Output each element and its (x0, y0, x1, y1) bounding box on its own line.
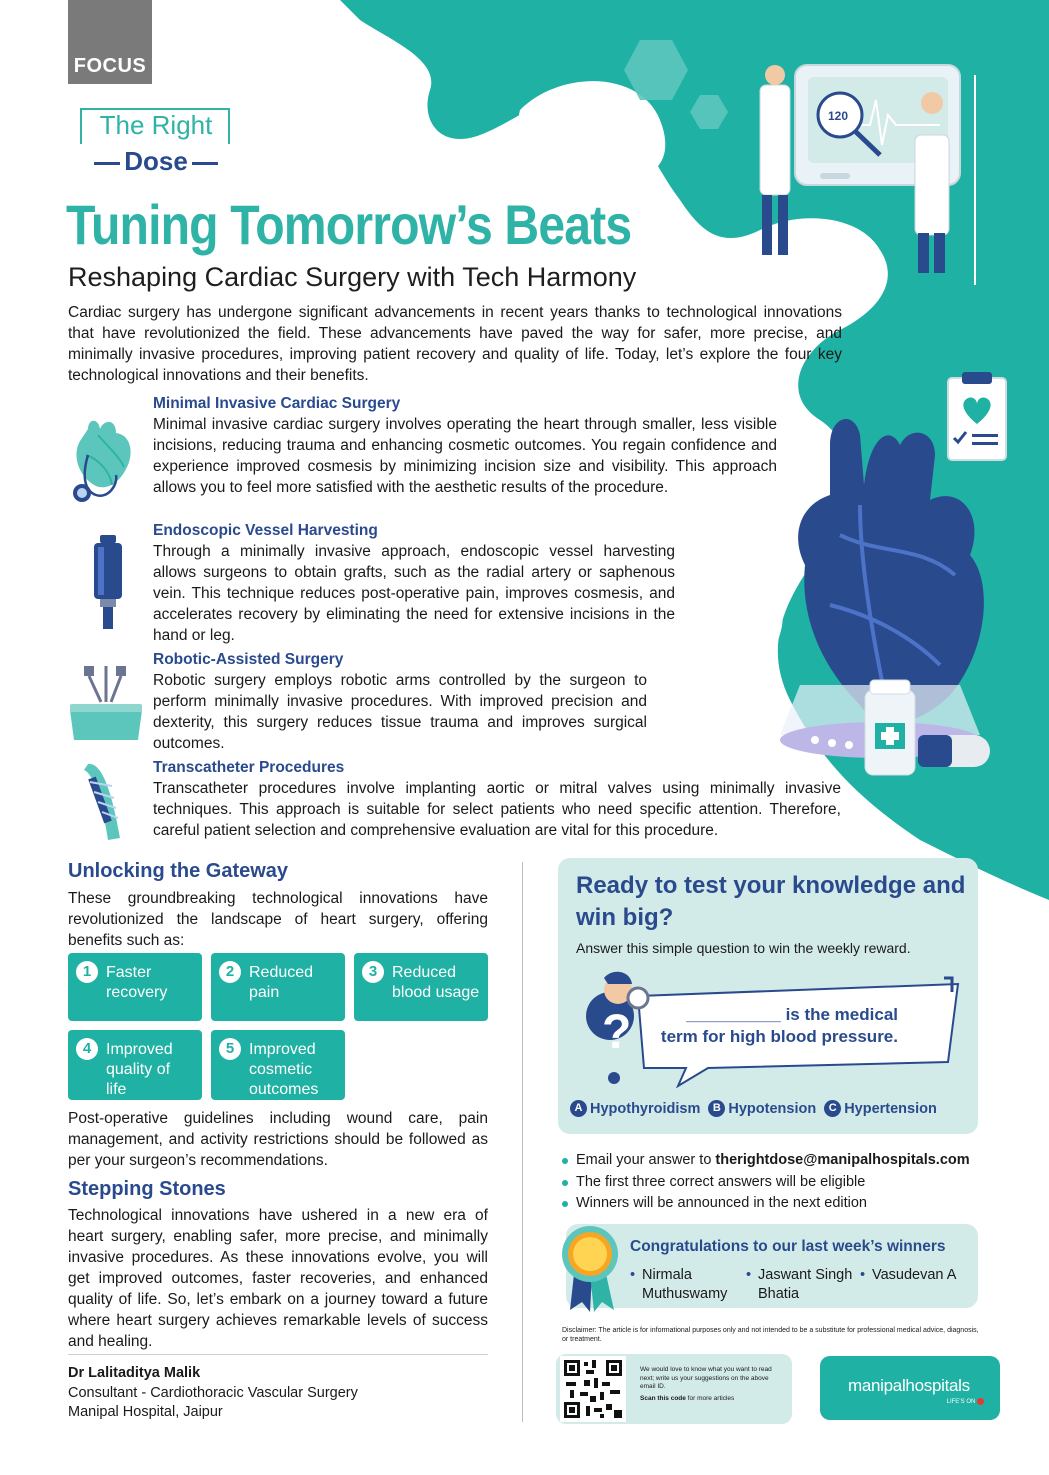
stepping-heading: Stepping Stones (68, 1178, 226, 1200)
option-letter: C (824, 1100, 841, 1117)
benefit-card (68, 953, 202, 1021)
benefit-label: Reduced blood usage (392, 964, 480, 1001)
winner-name: • Vasudevan A (860, 1266, 970, 1285)
quiz-option-a[interactable] (570, 1100, 700, 1117)
innovation-text: Robotic surgery employs robotic arms controlled by the surgeon to perform minimally invasive procedures. With improved precision and dexterity, this surgery reduces tissue trauma and improves surgical outcomes. (153, 672, 647, 752)
quiz-title: Ready to test your knowledge and win big? (576, 872, 966, 931)
innovation-minimal-invasive (153, 395, 777, 498)
focus-section-tag (68, 0, 152, 84)
innovation-text: Minimal invasive cardiac surgery involves operating the heart through smaller, less visible incisions, reducing trauma and enhancing cosmetic outcomes. You regain confidence and experience improved cosmesis by minimizing incision size and visibility. This approach allows you to feel more satisfied with the aesthetic results of the procedure. (153, 416, 777, 496)
innovation-title: Endoscopic Vessel Harvesting (153, 522, 378, 539)
brand-tagline-text: LIFE’S ON (946, 1399, 976, 1406)
innovation-text: Transcatheter procedures involve implanting aortic or mitral valves using minimally invasive techniques. This approach is suitable for select patients who need specific attention. Therefore, careful patient selection and comprehensive evaluation are vital for this procedure. (153, 780, 841, 839)
winner-name: • Nirmala Muthuswamy (630, 1266, 740, 1304)
author-hospital: Manipal Hospital, Jaipur (68, 1404, 223, 1420)
innovation-title: Minimal Invasive Cardiac Surgery (153, 395, 401, 412)
quiz-options (570, 1100, 970, 1117)
quiz-box (558, 858, 978, 1134)
author-name: Dr Lalitaditya Malik (68, 1365, 201, 1381)
divider (68, 1354, 488, 1355)
email-link[interactable]: therightdose@manipalhospitals.com (715, 1152, 970, 1168)
benefit-number: 3 (362, 961, 384, 983)
rule-eligible: The first three correct answers will be eligible (560, 1172, 990, 1194)
benefit-number: 1 (76, 961, 98, 983)
page-subtitle: Reshaping Cardiac Surgery with Tech Harmony (68, 262, 637, 292)
quiz-blank: __________ (686, 1005, 781, 1024)
stent-icon (82, 762, 128, 842)
quiz-option-c[interactable] (824, 1100, 937, 1117)
endoscope-icon (92, 535, 124, 631)
quiz-subtitle: Answer this simple question to win the weekly reward. (576, 940, 911, 956)
the-right-dose-logo (70, 108, 242, 180)
author-block (68, 1364, 358, 1423)
quiz-option-b[interactable] (708, 1100, 816, 1117)
option-text: Hypertension (844, 1100, 937, 1117)
robotic-surgery-icon (66, 662, 146, 742)
rule-email-prefix: Email your answer to (576, 1152, 716, 1168)
quiz-question-text: is the medical term for high blood pressure. (660, 1005, 898, 1046)
brand-logo[interactable] (820, 1356, 1000, 1420)
intro-paragraph: Cardiac surgery has undergone significant advancements in recent years thanks to technological innovations that have revolutionized the field. These advancements have paved the way for safer, more precise, and minimally invasive procedures, improving patient recovery and quality of life. Today, let’s explore the four key technological innovations and their benefits. (68, 304, 842, 384)
option-text: Hypothyroidism (590, 1100, 701, 1117)
qr-caption (640, 1366, 780, 1403)
winner-name: • Jaswant Singh Bhatia (746, 1266, 856, 1304)
rule-announce: Winners will be announced in the next edition (560, 1193, 990, 1215)
stepping-paragraph: Technological innovations have ushered in a new era of heart surgery, enabling safer, more precise, and minimally invasive procedures. As these innovations evolve, you will get improved outcomes, faster recoveries, and enhanced quality of life. So, let’s embark on a journey toward a future where heart surgery achieves remarkable levels of success and healing. (68, 1207, 488, 1350)
option-letter: A (570, 1100, 587, 1117)
innovation-transcatheter (153, 759, 841, 841)
quiz-rules (560, 1150, 990, 1215)
monitor-reading: 120 (828, 109, 849, 123)
benefit-card (68, 1030, 202, 1100)
brand-tagline (947, 1398, 984, 1405)
rule-email (560, 1150, 990, 1172)
innovation-title: Robotic-Assisted Surgery (153, 651, 344, 668)
doctors-monitor-illustration (740, 55, 1000, 285)
innovation-text: Through a minimally invasive approach, endoscopic vessel harvesting allows surgeons to obtain grafts, such as the radial artery or saphenous vein. This technique reduces post-operative pain, improves cosmesis, and accelerates recovery by eliminating the need for extensive incisions in the hand or leg. (153, 543, 675, 644)
benefit-number: 4 (76, 1038, 98, 1060)
benefit-card (211, 953, 345, 1021)
focus-label: FOCUS (73, 55, 147, 77)
gateway-heading: Unlocking the Gateway (68, 860, 289, 882)
benefit-label: Improved quality of life (106, 1041, 173, 1098)
logo-dose-word: Dose (124, 146, 188, 176)
benefit-label: Faster recovery (106, 964, 168, 1001)
benefit-number: 2 (219, 961, 241, 983)
plus-icon (977, 1398, 984, 1405)
qr-code-icon[interactable] (560, 1356, 626, 1422)
qr-invite-text: We would love to know what you want to read next; write us your suggestions on the above email ID. (640, 1366, 772, 1390)
benefit-label: Reduced pain (249, 964, 314, 1001)
option-letter: B (708, 1100, 725, 1117)
post-op-paragraph: Post-operative guidelines including wound care, pain management, and activity restrictions should be followed as per your surgeon’s recommendations. (68, 1110, 488, 1169)
benefit-label: Improved cosmetic outcomes (249, 1041, 319, 1098)
author-role: Consultant - Cardiothoracic Vascular Surgery (68, 1384, 358, 1401)
heart-stethoscope-icon (68, 415, 140, 507)
quiz-question (648, 1004, 898, 1048)
qr-box (556, 1354, 792, 1424)
innovation-robotic-surgery (153, 651, 647, 754)
innovation-title: Transcatheter Procedures (153, 759, 345, 776)
winners-title: Congratulations to our last week’s winners (630, 1238, 946, 1255)
logo-top-text: The Right (99, 110, 213, 140)
option-text: Hypotension (728, 1100, 817, 1117)
qr-scan-bold: Scan this code (640, 1394, 686, 1402)
benefit-card (354, 953, 488, 1021)
gateway-intro: These groundbreaking technological innovations have revolutionized the landscape of heart surgery, offering benefits such as: (68, 890, 488, 949)
heart-hologram-illustration (760, 405, 1000, 795)
logo-dose-text (70, 146, 242, 177)
medal-icon (560, 1214, 620, 1314)
benefit-number: 5 (219, 1038, 241, 1060)
svg-text:?: ? (602, 1006, 632, 1059)
innovation-endoscopic-harvesting (153, 522, 675, 646)
column-divider (522, 862, 523, 1422)
brand-name: manipalhospitals (848, 1376, 970, 1395)
disclaimer: Disclaimer: The article is for informational purposes only and not intended to be a substitute for professional medical advice, diagnosis, or treatment. (562, 1327, 979, 1343)
benefit-card (211, 1030, 345, 1100)
page-title: Tuning Tomorrow’s Beats (66, 193, 632, 256)
winners-box (566, 1224, 978, 1308)
qr-scan-rest: for more articles (685, 1394, 735, 1402)
